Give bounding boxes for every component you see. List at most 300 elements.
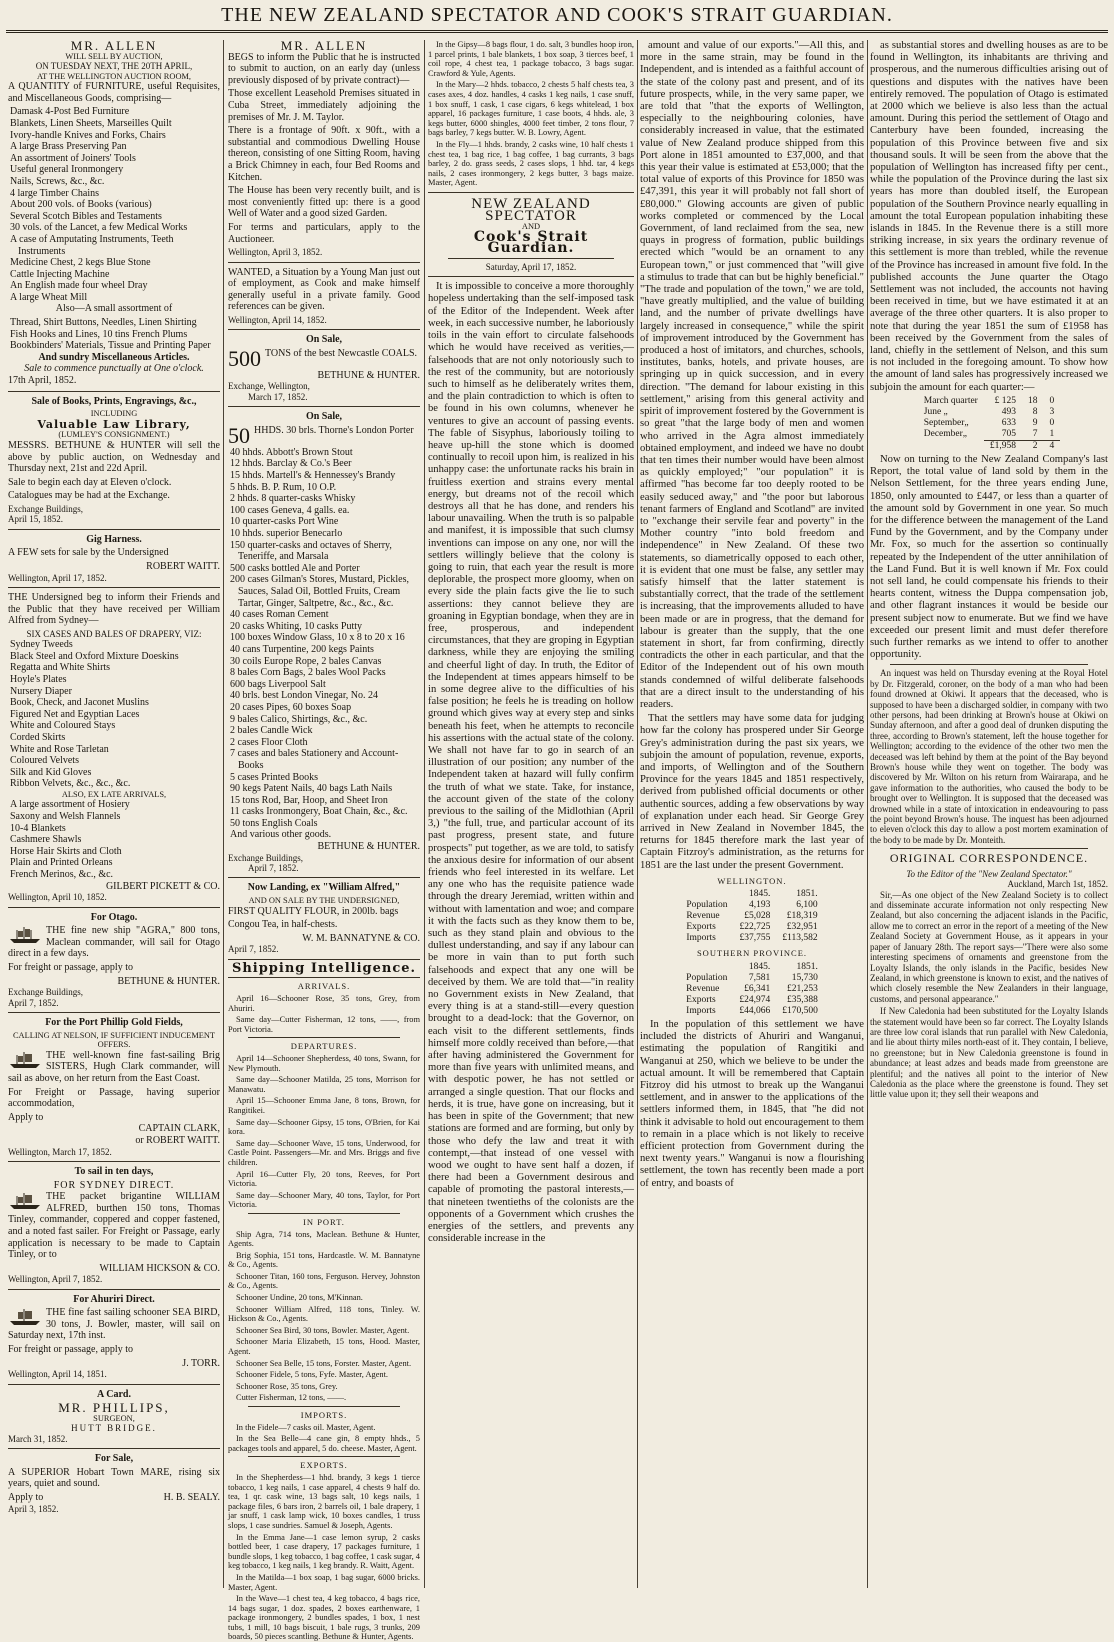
list-item: Cashmere Shawls: [10, 834, 82, 846]
table-cell: 4,193: [749, 900, 771, 911]
ad-body: THE packet brigantine WILLIAM ALFRED, burthen 150 tons, Thomas Tinley, commander, coppered and copper fastened, and a noted fast sailer. For Freight or Passage, early application is necessary to be made to Captain Tinley, or to: [8, 1191, 220, 1261]
list-item: A large Wheat Mill: [10, 291, 88, 303]
item-list: [228, 447, 420, 841]
list-item: Hoyle's Plates: [10, 673, 67, 685]
table-row: [680, 1006, 824, 1017]
list-item: 40 hhds. Abbott's Brown Stout: [230, 446, 353, 458]
list-item: Corded Skirts: [10, 731, 66, 743]
list-item: 30 vols. of the Lancet, a few Medical Works: [10, 222, 188, 234]
ad-signature: H. B. SEALY.: [163, 1492, 220, 1504]
ad-signature: or ROBERT WAITT.: [135, 1134, 220, 1146]
shipping-entry: In the Sea Belle—4 cane gin, 8 empty hhds., 5 packages tools and apparel, 5 do. cheese. Master, Agent.: [228, 1434, 420, 1453]
shipping-entry: In the Fidele—7 casks oil. Master, Agent.: [236, 1422, 376, 1432]
list-item: 2 bales Candle Wick: [230, 725, 313, 737]
ad-title: On Sale,: [305, 411, 343, 423]
masthead: THE NEW ZEALAND SPECTATOR AND COOK'S STRAIT GUARDIAN.: [221, 4, 893, 26]
list-item: 100 cases Geneva, 4 galls. ea.: [230, 504, 350, 516]
letter-paragraph: Sir,—As one object of the New Zealand Society is to collect and disseminate accurate information not only respecting New Zealand, but also concerning the adjacent islands in the Pacific, allow me to correct an error in the report of a meeting of the New Zealand Society at Government House, as it appears in your paper of January 28th. The report says—"There were also some interesting specimens of ornaments and greenstone from the Loyalty Islands, the only islands in the Pacific, besides New Zealand, in which greenstone is known to exist, and the natives of which closely resemble the New Zealanders in their language, customs, and personal appearance.": [870, 889, 1108, 1004]
arrivals-list: [228, 994, 420, 1034]
list-item: 5 hhds. B. P. Rum, 10 O.P.: [230, 481, 337, 493]
list-item: 15 tons Rod, Bar, Hoop, and Sheet Iron: [230, 794, 388, 806]
paper-title-and: AND: [521, 222, 541, 232]
ad-body: For freight or passage, apply to: [8, 962, 133, 973]
ad-body: There is a frontage of 90ft. x 90ft., with a substantial and commodious Dwelling House thereon, consisting of one Sitting Room, having a Brick Chimney in each, four Bed Rooms and Kitchen.: [228, 125, 420, 183]
ad-title: MR. ALLEN: [280, 38, 368, 53]
shipping-entry: Schooner Maria Elizabeth, 15 tons, Hood. Master, Agent.: [228, 1337, 420, 1357]
list-item: Medicine Chest, 2 kegs Blue Stone: [10, 257, 151, 269]
ad-title: Sale of Books, Prints, Engravings, &c.,: [31, 395, 197, 407]
shipping-entry: Same day—Schooner Mary, 40 tons, Taylor, for Port Victoria.: [228, 1190, 420, 1210]
letter-address: To the Editor of the "New Zealand Spectator.": [906, 868, 1072, 879]
table-cell: £32,951: [786, 922, 818, 933]
ad-body: FIRST QUALITY FLOUR, in 200lb. bags: [228, 905, 399, 917]
table-cell: 0: [1049, 417, 1055, 428]
table-cell: 493: [1001, 406, 1016, 417]
shipping-entry: In the Fly—1 hhds. brandy, 2 casks wine, 10 half chests 1 chest tea, 1 bag rice, 1 bag coffee, 1 bag currants, 3 bags barley, 2 do. grass seeds, 2 cases slops, 1 hhd. tar, 4 kegs nails, 2 cases ironmongery, 2 kegs butter, 3 bags maize. Master, Agent.: [428, 139, 634, 188]
mare-ad: [8, 1453, 220, 1514]
paper-subtitle: Cook's Strait Guardian.: [473, 228, 589, 257]
exports-list: [228, 1473, 420, 1642]
table-cell: September„: [923, 417, 969, 428]
list-item: Fish Hooks and Lines, 10 tins French Plums: [10, 328, 188, 340]
gig-harness-ad: [8, 534, 220, 583]
ad-body: Also—A small assortment of: [55, 303, 173, 315]
column-divider: [424, 40, 425, 1588]
shipping-entry: In the Emma Jane—1 case lemon syrup, 2 casks bottled beer, 1 case drapery, 17 packages furniture, 1 bundle slops, 1 keg tobacco, 1 bag coffee, 1 cask sugar, 4 keg tobacco, 1 keg nails, 1 keg brandy. R. Waitt, Agent.: [228, 1532, 420, 1571]
table-cell: £24,974: [739, 995, 771, 1005]
table-row: [680, 900, 823, 911]
list-item: And various other goods.: [230, 829, 332, 841]
subsection-heading: ARRIVALS.: [297, 981, 351, 992]
list-item: Several Scotch Bibles and Testaments: [10, 210, 162, 222]
list-item: Ribbon Velvets, &c., &c., &c.: [10, 778, 131, 790]
ad-date: Wellington, March 17, 1852.: [8, 1146, 112, 1157]
table-cell: 4: [1043, 440, 1060, 452]
shipping-entry: April 14—Schooner Shepherdess, 40 tons, Swann, for New Plymouth.: [228, 1054, 420, 1073]
ad-body: Catalogues may be had at the Exchange.: [8, 490, 170, 502]
list-item: 500 casks bottled Ale and Porter: [230, 562, 360, 574]
ad-date: Wellington, April 17, 1852.: [8, 572, 107, 583]
list-item: 40 brls. best London Vinegar, No. 24: [230, 690, 378, 702]
shipping-entry: Schooner William Alfred, 118 tons, Tinley. W. Hickson & Co., Agents.: [228, 1304, 420, 1324]
list-item: White and Coloured Stays: [10, 720, 116, 732]
paper-date: Saturday, April 17, 1852.: [485, 261, 577, 272]
section-heading: ORIGINAL CORRESPONDENCE.: [889, 851, 1089, 866]
ad-body: TONS of the best Newcastle COALS.: [265, 347, 418, 359]
table-cell: £21,253: [786, 984, 818, 994]
ad-title: For Ahuriri Direct.: [73, 1293, 155, 1305]
ad-place: Exchange, Wellington,: [228, 381, 310, 392]
list-item: 4 large Timber Chains: [10, 187, 99, 199]
table-cell: Revenue: [686, 984, 720, 994]
table-cell: Population: [686, 973, 728, 983]
ad-date: April 7, 1852.: [248, 863, 299, 874]
shipping-entry: April 16—Cutter Fly, 20 tons, Reeves, for Port Victoria.: [228, 1169, 420, 1189]
list-item: French Merinos, &c., &c.: [10, 869, 114, 881]
masthead-rule: [6, 30, 1108, 33]
inquest-report: An inquest was held on Thursday evening at the Royal Hotel by Dr. Fitzgerald, coroner, on the body of a man who had been found drowned at Okiwi. It appears that the deceased, who is supposed to have been a discharged soldier, in company with two other persons, had been drinking at Brown's house at Okiwi on Sunday afternoon, and after a good deal of drunken disputing the three, according to Brown's statement, left the house together for Wellington; according to the evidence of the other two men the deceased was left behind by them at the point of the Bay beyond Brown's house while they went on together. The body was discovered by Mr. Wilton on his return from Wairarapa, and he gave information to the authorities, who caused the body to be brought over to Wellington. It is supposed that the deceased was drowned while in a state of intoxication in endeavouring to pass the point beyond Brown's house. The inquest has been adjourned to eleven o'clock this day to allow a post mortem examination of the body to be made by Dr. Monteith.: [870, 668, 1108, 845]
ad-line: Valuable Law Library,: [37, 417, 191, 431]
list-item: Ivory-handle Knives and Forks, Chairs: [10, 129, 166, 141]
shipping-entry: Ship Agra, 714 tons, Maclean. Bethune & Hunter, Agents.: [228, 1229, 420, 1249]
item-list: [8, 639, 220, 790]
ship-icon: [8, 1051, 42, 1069]
imports-list: [228, 1423, 420, 1454]
ad-date: 17th April, 1852.: [8, 375, 77, 387]
ad-signature: GILBERT PICKETT & CO.: [105, 880, 220, 892]
list-item: White and Rose Tarletan: [10, 743, 109, 755]
list-item: 5 cases Printed Books: [230, 771, 319, 783]
port-phillip-ad: [8, 1017, 220, 1157]
ad-title: A Card.: [97, 1388, 131, 1400]
ad-body: BEGS to inform the Public that he is instructed to submit to auction, on an early day (unless previously disposed of by private contract)—: [228, 51, 420, 86]
table-heading: WELLINGTON.: [717, 875, 787, 886]
table-cell: £35,388: [786, 995, 818, 1005]
ad-date: March 31, 1852.: [8, 1433, 68, 1444]
wellington-stats-table: [680, 889, 823, 944]
table-row: [680, 984, 824, 995]
ad-date: Wellington, April 14, 1852.: [228, 314, 327, 325]
ad-body: HHDS. 30 brls. Thorne's London Porter: [254, 424, 414, 436]
ship-icon: [8, 1192, 42, 1210]
subsection-heading: IMPORTS.: [300, 1410, 348, 1420]
subsection-heading: IN PORT.: [303, 1216, 345, 1227]
coals-ad: [228, 334, 420, 402]
shipping-entry: Same day—Schooner Wave, 15 tons, Underwood, for Castle Point. Passengers—Mr. and Mrs. Briggs and five children.: [228, 1138, 420, 1167]
table-cell: £170,500: [782, 1006, 818, 1016]
ad-body: THE well-known fine fast-sailing Brig SISTERS, Hugh Clark commander, will sail as above, on her return from the East Coast.: [8, 1049, 220, 1084]
ad-body: Sale to begin each day at Eleven o'clock.: [8, 476, 172, 488]
table-cell: £ 125: [994, 395, 1016, 406]
table-cell: Exports: [686, 995, 716, 1005]
list-item: 11 casks Ironmongery, Boat Chain, &c., &c.: [230, 806, 408, 818]
ad-body: WANTED, a Situation by a Young Man just out of employment, as Cook and make himself generally useful in a private family. Good references can be given.: [228, 266, 420, 313]
ad-line: AND ON SALE BY THE UNDERSIGNED,: [248, 896, 400, 906]
list-item: 15 hhds. Martell's & Hennessey's Brandy: [230, 470, 396, 482]
table-cell: £22,725: [739, 922, 771, 933]
ad-title: On Sale,: [305, 334, 343, 346]
allen-premises-ad: [228, 40, 420, 258]
shipping-entry: Cutter Fisherman, 12 tons, ——.: [236, 1393, 347, 1403]
ad-place: Exchange Buildings,: [8, 987, 83, 998]
item-list: [8, 106, 220, 303]
list-item: Coloured Velvets: [10, 755, 79, 767]
ad-place: Exchange Buildings,: [228, 852, 303, 863]
list-item: Black Steel and Oxford Mixture Doeskins: [10, 650, 179, 662]
ad-line: SIX CASES AND BALES OF DRAPERY, VIZ:: [26, 628, 202, 639]
shipping-entry: In the Shepherdess—1 hhd. brandy, 3 kegs 1 tierce tobacco, 1 keg nails, 1 case apparel, 4 chests 9 half do. tea, 1 qr. cask wine, 13 bags salt, 10 kegs nails, 1 package files, 6 bars iron, 2 barrels oil, 1 bale drapery, 1 jar snuff, 1 cask lamp wick, 10 boxes candles, 1 truss slops, 1 case sundries. Samuel & Joseph, Agents.: [228, 1472, 420, 1530]
ad-line: CALLING AT NELSON, IF SUFFICIENT INDUCEMENT OFFERS.: [12, 1030, 216, 1050]
letter-paragraph: If New Caledonia had been substituted for the Loyalty Islands the statement would have been so far correct. The Loyalty Islands are three low coral islands that run parallel with New Caledonia, and lie about thirty miles north-east of it. They contain, I believe, no greenstone; but in New Caledonia greenstone is found in abundance; at least adzes and beads made from greenstone are plentiful; and the natives all point to the interior of New Caledonia as the place where the greenstone is found. They set little value upon it; they sell their weapons and: [870, 1006, 1108, 1100]
shipping-entry: In the Mary—2 hhds. tobacco, 2 chests 5 half chests tea, 3 cases axes, 4 doz. handles, 4 casks 1 keg nails, 1 case snuff, 1 box snuff, 1 cask, 1 case cigars, 6 kegs whitelead, 1 box apparel, 16 packages furniture, 1 case boots, 4 hhds. ale, 3 kegs butter, 6000 shingles, 4000 feet timber, 2 tons flour, 7 bags barley, 7 kegs butter. W. B. Lowry, Agent.: [428, 80, 634, 138]
ad-body: THE fine fast sailing schooner SEA BIRD, 30 tons, J. Bowler, master, will sail on Saturday next, 17th inst.: [8, 1307, 220, 1342]
table-heading: SOUTHERN PROVINCE.: [696, 948, 808, 959]
table-row: [680, 911, 823, 922]
ad-body: For Freight or Passage, having superior accommodation,: [8, 1086, 220, 1110]
ad-date: April 7, 1852.: [228, 944, 279, 955]
article-paragraph: It is impossible to conceive a more thoroughly hopeless undertaking than the self-imposed task of the Editor of the Independent. Week after week, in each successive number, he laboriously toils in the vain effort to circulate falsehoods which he would have received as verities,—falsehoods that are not only notoriously such to the rest of the community, but are notoriously such to himself as he deliberately writes them, and the plain contradiction to which is often to be found in his own columns, whenever he ventures to give an account of passing events. The fable of Sisyphus, laboriously toiling to heave up-hill the stone which is doomed continually to recoil upon him, is realized in his unhappy case: the unfortunate racks his brain in fruitless exertion and strains every mental energy, but dreams not of the recoil which destroys all that he has done, and renders his labour unavailing. When the truth is so palpable and manifest, it is impossible that such clumsy inventions can impose on any one, nor will the settlers willingly believe that the colony is going to ruin, that each year the result is more deplorable, the prospect more gloomy, when on every side the plain facts give the lie to such assertions: they cannot believe they are groaning in Egyptian bondage, when they are in free, prosperous, and independent circumstances, that they are groping in Egyptian darkness, while they are enjoying the smiling and cheerful light of day. In truth, the Editor of the Independent at times appears himself to be in some degree alive to the difficulties of his false position; he feels he is treading on hollow ground which gives way at every step and sinks beneath his feet, when he attempts to reconcile his assertions with the actual state of the colony. We shall not have far to go in search of an illustration of our position; any number of the Independent taken at hazard will fully confirm the truth of what we state. Take, for instance, the account given of the state of the colony previous to the sailing of the Midlothian (April 3,) "the full, true, and particular account of its past progress, present state, and future prospects" put together, as we are told, to satisfy the anxious desire for information of our absent friends who feel interested in its welfare. Let any one who has the requisite patience wade through the dreary Jeremiad, written within and without with lamentation and woe; and compare it with the facts such as they know them to be, such as they stand plain and obvious to the dullest understanding, and say if any labour can be more in vain than to put forth such falsehoods and expect that any one will be deceived by them. We are told that—"in reality no Government exists in New Zealand, that every thing is at a stand-still—every question brought to a dead-lock: that the Governor, on each visit to the different settlements, finds himself more coldly received than before,—that after having administered the Government for more than five years with unlimited means, and with despotic power, he has not settled or arranged a single question. That our flocks and herds, it is true, have gone on increasing, but it has been in spite of the Government; that new stations are formed and are forming, but only by those who defy the law and treat it with contempt,—that instead of one vessel with wood we ought to have sent half a dozen, if there had been a Government desirous and capable of promoting the pastoral interests,—that nineteen twentieths of the colonists are the opponents of a Government which crushes the energies of the settlers, and prevents any considerable increase in the: [428, 281, 634, 1245]
shipping-entry: In the Matilda—1 box soap, 1 bag sugar, 6000 bricks. Master, Agent.: [228, 1572, 420, 1592]
ad-date: April 7, 1852.: [8, 997, 59, 1008]
list-item: 40 cases Roman Cement: [230, 609, 329, 621]
flour-ad: [228, 882, 420, 954]
shipping-entry: Schooner Sea Bird, 30 tons, Bowler. Master, Agent.: [236, 1325, 410, 1335]
item-list: [8, 317, 220, 352]
ad-number: 500: [228, 345, 261, 371]
ad-body: Those excellent Leasehold Premises situated in Cuba Street, immediately adjoining the premises of Mr. J. M. Taylor.: [228, 88, 420, 123]
list-item: 10-4 Blankets: [10, 822, 66, 834]
goods-sale-ad: [228, 411, 420, 873]
list-item: 20 cases Pipes, 60 boxes Soap: [230, 701, 352, 713]
table-cell: £6,341: [744, 984, 771, 994]
ad-body: A FEW sets for sale by the Undersigned: [8, 547, 169, 559]
list-item: Damask 4-Post Bed Furniture: [10, 106, 130, 118]
ad-date: April 3, 1852.: [8, 1503, 59, 1514]
table-cell: £18,319: [786, 911, 818, 922]
ad-line: AT THE WELLINGTON AUCTION ROOM,: [36, 71, 192, 81]
column-divider: [637, 40, 638, 1588]
list-item: 100 boxes Window Glass, 10 x 8 to 20 x 16: [230, 632, 405, 644]
list-item: 2 cases Floor Cloth: [230, 736, 308, 748]
table-cell: £37,755: [739, 933, 771, 944]
ad-title: To sail in ten days,: [74, 1165, 154, 1177]
ad-title: Gig Harness.: [86, 533, 142, 545]
table-cell: 2: [1022, 440, 1044, 452]
table-cell: 6,100: [796, 900, 818, 911]
table-cell: £113,582: [782, 933, 818, 944]
column-divider: [223, 40, 224, 1588]
exports-list: [428, 40, 634, 188]
ad-signature: BETHUNE & HUNTER.: [117, 975, 220, 987]
table-header: 1845.: [749, 889, 771, 900]
list-item: An English made four wheel Dray: [10, 280, 148, 292]
shipping-entry: Same day—Schooner Gipsy, 15 tons, O'Brien, for Kai kora.: [228, 1117, 420, 1137]
list-item: Bookbinders' Materials, Tissue and Printing Paper: [10, 340, 211, 352]
ad-title: For Otago.: [90, 911, 138, 923]
allen-auction-ad: [8, 40, 220, 387]
ad-title: MR. ALLEN: [70, 38, 158, 53]
list-item: Cattle Injecting Machine: [10, 268, 110, 280]
ad-line: FOR SYDNEY DIRECT.: [53, 1179, 175, 1191]
ad-number: 50: [228, 422, 250, 448]
table-cell: 3: [1049, 406, 1055, 417]
table-cell: 0: [1049, 395, 1055, 406]
ship-icon: [8, 926, 42, 944]
ad-date: April 15, 1852.: [8, 514, 63, 525]
ship-icon: [8, 1308, 42, 1326]
list-item: 600 bags Liverpool Salt: [230, 678, 326, 690]
ad-line: Apply to: [8, 1492, 44, 1504]
table-cell: Imports: [686, 1006, 716, 1016]
sydney-ad: [8, 1166, 220, 1285]
ad-title: For the Port Phillip Gold Fields,: [45, 1017, 183, 1028]
ad-signature: WILLIAM HICKSON & CO.: [99, 1262, 220, 1274]
column-1: [8, 40, 220, 1588]
table-cell: 7,581: [748, 973, 771, 983]
drapery-ad: [8, 592, 220, 903]
column-divider: [867, 40, 868, 1588]
ad-line: Sale to commence punctually at One o'clock.: [24, 363, 204, 375]
ad-body: Congou Tea, in half-chests.: [228, 919, 338, 931]
ad-body: For terms and particulars, apply to the Auctioneer.: [228, 221, 420, 245]
ad-title: For Sale,: [94, 1453, 134, 1465]
table-cell: £1,958: [984, 440, 1022, 452]
column-3: [428, 40, 634, 1588]
ad-line: ON TUESDAY NEXT, THE 20TH APRIL,: [35, 61, 193, 72]
subsection-heading: DEPARTURES.: [290, 1041, 358, 1052]
shipping-entry: April 15—Schooner Emma Jane, 8 tons, Brown, for Rangitikei.: [228, 1096, 420, 1115]
ad-signature: J. TORR.: [182, 1357, 220, 1369]
ad-body: THE Undersigned beg to inform their Friends and the Public that they have received per William Alfred from Sydney—: [8, 591, 220, 627]
list-item: 10 quarter-casks Port Wine: [230, 516, 339, 528]
table-row: [680, 933, 823, 944]
list-item: 12 hhds. Barclay & Co.'s Beer: [230, 458, 352, 470]
list-item: 90 kegs Patent Nails, 40 bags Lath Nails: [230, 783, 393, 795]
list-item: Plain and Printed Orleans: [10, 857, 113, 869]
ad-line: SURGEON,: [93, 1413, 135, 1423]
section-heading: Shipping Intelligence.: [228, 959, 420, 979]
list-item: Book, Check, and Jaconet Muslins: [10, 697, 149, 709]
table-cell: 9: [1032, 417, 1038, 428]
list-item: 8 bales Corn Bags, 2 bales Wool Packs: [230, 667, 386, 679]
list-item: 7 cases and bales Stationery and Account-Books: [230, 748, 399, 771]
table-row: [918, 418, 1060, 429]
card-ad: [8, 1389, 220, 1445]
table-cell: 633: [1001, 417, 1016, 428]
table-cell: £44,066: [739, 1006, 771, 1016]
books-sale-ad: [8, 396, 220, 525]
article-paragraph: as substantial stores and dwelling houses as are to be found in Wellington, its inhabitants are thriving and prosperous, and the numerous difficulties arising out of questions and disputes with the natives have been entirely removed. The population of Otago is estimated at 2000 which we believe is also less than the actual amount. During this period the settlement of Otago and Canterbury have been founded, increasing the population of this Province between five and six thousand souls. It will be seen from the above that the population of Wellington has increased fifty per cent., while the population of the Province during the last six years has more than doubled itself, the European population of the Southern Province nearly equalling in amount the total European population inhabiting these islands in 1845. In the Revenue there is a still more striking increase, in six years the ordinary revenue of this settlement is more than trebled, while the revenue of the Province has increased in amount five fold. In the published accounts the June quarter the Otago Settlement was not included, the accounts not having been received in time, but we have estimated it at an average of the three other quarters. It is also proper to note that during the year 1851 the sum of £1958 has been received by the Government from the sales of land, chiefly in the settlement of Nelson, and this sum is not included in the foregoing amount. To show how the amount of land sales has progressively increased we subjoin the amount for each quarter:—: [870, 40, 1108, 393]
ad-date: March 17, 1852.: [248, 391, 308, 402]
table-row: [918, 429, 1060, 441]
ad-signature: BETHUNE & HUNTER.: [317, 369, 420, 381]
ad-body: For freight or passage, apply to: [8, 1344, 133, 1356]
list-item: 40 cans Turpentine, 200 kegs Paints: [230, 643, 374, 655]
item-list: [8, 799, 220, 880]
ad-title: Now Landing, ex "William Alfred,": [247, 882, 401, 894]
list-item: Regatta and White Shirts: [10, 662, 111, 674]
list-item: A case of Amputating Instruments, Teeth Instruments: [10, 233, 174, 257]
table-row: [680, 973, 824, 984]
list-item: Blankets, Linen Sheets, Marseilles Quilt: [10, 117, 172, 129]
column-5: [870, 40, 1108, 1588]
ad-date: Wellington, April 14, 1851.: [8, 1369, 107, 1380]
table-cell: 1: [1049, 428, 1055, 439]
table-header: 1851.: [796, 962, 818, 972]
shipping-entry: In the Wave—1 chest tea, 4 keg tobacco, 4 bags rice, 14 bags sugar, 1 doz. spades, 2 boxes earthenware, 1 package ironmongery, 2 bundles spades, 1 box, 1 nest tubs, 1 mill, 10 bags biscuit, 1 bale rugs, 3 trunks, 209 boards, 50 pieces scantling. Bethune & Hunter, Agents.: [228, 1594, 420, 1642]
shipping-entry: Schooner Fidele, 5 tons, Fyfe. Master, Agent.: [236, 1370, 389, 1380]
table-cell: June „: [923, 406, 948, 417]
table-header: 1845.: [748, 962, 771, 972]
in-port-list: [228, 1230, 420, 1404]
ad-body: A QUANTITY of FURNITURE, useful Requisites, and Miscellaneous Goods, comprising—: [8, 81, 220, 104]
ad-date: Wellington, April 3, 1852.: [228, 247, 323, 258]
wanted-ad: [228, 267, 420, 326]
ad-body: MESSRS. BETHUNE & HUNTER will sell the above by public auction, on Wednesday and Thursday next, 21st and 22d April.: [8, 440, 220, 475]
list-item: An assortment of Joiners' Tools: [10, 152, 136, 164]
table-cell: £5,028: [744, 911, 771, 922]
article-paragraph: amount and value of our exports."—All this, and more in the same strain, may be found in the Independent, and is intended as a faithful account of the state of the colony past and present, and of its future prospects, while, in the very same paper, we are told that "that the exports of Wellington, especially to the neighbouring colonies, have considerably increased in value, that the estimated value of New Zealand produce shipped from this Port alone in 1851 amounted to £37,000, and that this year their value is estimated at £53,000; that the total value of exports of this Province for 1850 was £47,391, this year it will probably not fall short of £80,000." Glowing accounts are given of public works completed or commenced by the Local Government, of land reclaimed from the sea, new quays in progress of formation, public buildings erected which "would be an ornament to any European town," or just commenced that "will give a stimulus to trade that can but be highly beneficial." "The trade and population of the town," we are told, "have greatly multiplied, and the value of building land, and the number of private dwellings have largely increased in consequence," while the spirit of improvement introduced by the Government has produced a host of imitators, and churches, schools, institutes, banks, hotels, and private houses, are springing up in quick succession, and in every direction. "The demand for labour existing in this settlement," arising from this general activity and spirit of improvement fostered by the Government is so great "that the large body of men and women who arrived in the Agra almost immediately obtained employment, and indeed we have no doubt that ten times their number would have been almost as quickly employed;" "our population" it is affirmed "has become far too deeply rooted to be easily seduced away," and "the poor but laborous tenant farmers of England and Scotland" are invited to "exchange their servile fear and poverty" in the Mother country "into bold freedom and independence" in New Zealand. Of these two statements, so diametrically opposed to each other, it is evident that one must be false, any settler may satisfy himself that the latter statement is substantially correct, that the trade of the settlement is increasing, that the improvements alluded to have been made or are in progress, that the demand for labour is greater than the supply, that the one statement in short, far from confirming, directly contradicts the other in each particular, and that the Editor of the Independent out of his own mouth stands condemned of wilful deliberate falsehoods that are a direct insult to the understanding of his readers.: [640, 40, 864, 710]
table-row: [680, 995, 824, 1006]
subsection-heading: EXPORTS.: [300, 1460, 348, 1471]
table-cell: December„: [923, 429, 968, 440]
shipping-entry: Schooner Rose, 35 tons, Grey.: [236, 1381, 338, 1391]
table-cell: Population: [686, 900, 728, 911]
table-cell: Imports: [686, 933, 716, 944]
list-item: 10 hhds. superior Benecarlo: [230, 528, 343, 540]
table-row: [918, 396, 1060, 407]
table-cell: 8: [1032, 406, 1038, 417]
ad-line: MR. PHILLIPS,: [58, 1400, 170, 1416]
list-item: 20 casks Whiting, 10 casks Putty: [230, 620, 363, 632]
ad-line: (LUMLEY'S CONSIGNMENT.): [58, 430, 170, 440]
leading-article: [428, 281, 634, 1245]
table-cell: 15,730: [791, 973, 818, 983]
table-total-row: [918, 440, 1060, 452]
southern-stats-table: [680, 962, 824, 1017]
table-cell: 18: [1027, 395, 1038, 406]
shipping-entry: Schooner Titan, 160 tons, Ferguson. Hervey, Johnston & Co., Agents.: [228, 1271, 420, 1291]
ad-body: The House has been very recently built, and is most conveniently fitted up: there is a good Well of Water and a good sized Garden.: [228, 185, 420, 220]
list-item: A large Brass Preserving Pan: [10, 141, 127, 153]
article-paragraph: Now on turning to the New Zealand Company's last Report, the total value of land sold by them in the Nelson Settlement, for the three years ending June, 1850, only amounted to £447, or less than a quarter of the amount sold by Government in one year. So much for the difference between the management of the Land Fund by the Government, and by the Company under Mr. Fox, so much for the assertion so continually repeated by the Independent of the utter annihilation of the Land Fund. But it is well known if Mr. Fox could not sell land, he could compensate his friends to their hearts content, witness the Duppa compensation job, and other flagrant instances it would be beside our present subject now to enumerate. But we find we have exceeded our present limit and must defer therefore such further remarks as we intend to offer to another opportunity.: [870, 453, 1108, 661]
list-item: Sydney Tweeds: [10, 639, 73, 651]
table-row: [918, 407, 1060, 418]
ad-signature: BETHUNE & HUNTER.: [317, 841, 420, 853]
ad-line: WILL SELL BY AUCTION,: [65, 51, 163, 61]
list-item: 150 quarter-casks and octaves of Sherry, Teneriffe, and Marsala: [230, 539, 392, 563]
list-item: 30 coils Europe Rope, 2 bales Canvas: [230, 655, 382, 667]
ad-place: Exchange Buildings,: [8, 503, 83, 514]
shipping-entry: April 16—Schooner Rose, 35 tons, Grey, from Ahuriri.: [228, 994, 420, 1013]
letter-date: Auckland, March 1st, 1852.: [1007, 879, 1108, 890]
shipping-entry: In the Gipsy—8 bags flour, 1 do. salt, 3 bundles hoop iron, 1 parcel prints, 1 bale blankets, 1 box soap, 3 tierces beef, 1 coil rope, 4 chest tea, 1 package tobacco, 3 bags sugar. Crawford & Yule, Agents.: [428, 40, 634, 78]
paper-title: NEW ZEALAND SPECTATOR: [471, 195, 591, 224]
departures-list: [228, 1054, 420, 1210]
shipping-entry: Brig Sophia, 151 tons, Hardcastle. W. M. Bannatyne & Co., Agents.: [228, 1250, 420, 1270]
list-item: Useful general Ironmongery: [10, 164, 124, 176]
list-item: 2 hhds. 8 quarter-casks Whisky: [230, 493, 356, 505]
list-item: Nursery Diaper: [10, 685, 72, 697]
table-cell: March quarter: [923, 395, 978, 406]
list-item: Nails, Screws, &c., &c.: [10, 175, 105, 187]
ad-line: And sundry Miscellaneous Articles.: [38, 351, 190, 363]
ad-line: HUTT BRIDGE.: [71, 1423, 157, 1434]
article-paragraph: In the population of this settlement we have included the districts of Ahuriri and Wanganui, estimating the population of Rangitiki and Wanganui at 250, which we believe to be under the actual amount. It will be remembered that Captain Fitzroy did his utmost to break up the Wanganui settlement, and in answer to the applications of the settlers informed them, in 1845, that "he did not think it advisable to hold out encouragement to them to remain in a place which is not likely to receive efficient protection from Government during the next twenty years." Wanganui is now a flourishing settlement, the town has recently been made a port of entry, and boasts of: [640, 1019, 864, 1189]
table-cell: 7: [1032, 428, 1038, 439]
shipping-intelligence: [228, 982, 420, 1642]
shipping-entry: Same day—Cutter Fisherman, 12 tons, ——, from Port Victoria.: [228, 1015, 420, 1034]
list-item: Saxony and Welsh Flannels: [10, 811, 121, 823]
otago-ad: [8, 912, 220, 1008]
list-item: A large assortment of Hosiery: [10, 799, 130, 811]
list-item: Thread, Shirt Buttons, Needles, Linen Shirting: [10, 317, 197, 329]
list-item: Silk and Kid Gloves: [10, 766, 92, 778]
ad-signature: ROBERT WAITT.: [146, 560, 220, 572]
table-cell: 705: [1001, 428, 1016, 439]
ad-body: THE fine new ship "AGRA," 800 tons, Maclean commander, will sail for Otago direct in a few days.: [8, 925, 220, 960]
table-cell: Revenue: [686, 911, 720, 922]
shipping-entry: Same day—Schooner Matilda, 25 tons, Morrison for Manawatu.: [228, 1075, 420, 1094]
list-item: Figured Net and Egyptian Laces: [10, 708, 140, 720]
ad-date: Wellington, April 10, 1852.: [8, 892, 107, 903]
article-paragraph: That the settlers may have some data for judging how far the colony has prospered under Sir George Grey's administration during the past six years, we subjoin the amount of population, revenue, exports, and imports, of Wellington and of the Southern Province for the years 1845 and 1851 respectively, derived from published official documents or other authentic sources, adding a few observations by way of explanation under each head. Sir George Grey arrived in New Zealand in November 1845, the returns for 1845 therefore mark the last year of Captain Fitzroy's administration, as the returns for 1851 are the last under the present Government.: [640, 713, 864, 871]
shipping-entry: Schooner Undine, 20 tons, M'Kinnan.: [236, 1293, 363, 1303]
ad-date: Wellington, April 7, 1852.: [8, 1274, 103, 1285]
column-2: [228, 38, 420, 1642]
list-item: About 200 vols. of Books (various): [10, 199, 152, 211]
ad-body: A SUPERIOR Hobart Town MARE, rising six years, quiet and sound.: [8, 1466, 220, 1490]
